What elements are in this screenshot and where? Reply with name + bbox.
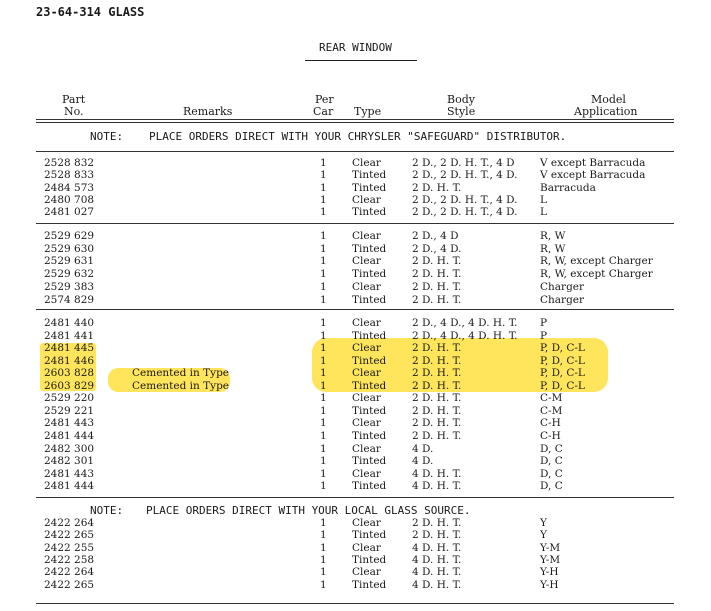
per-car-cell: 1 xyxy=(320,480,327,493)
type-cell: Clear xyxy=(352,280,381,293)
part-number: 2481 440 xyxy=(44,317,95,329)
type-cell: Tinted xyxy=(352,578,387,591)
part-number: 2482 301 xyxy=(44,455,95,468)
model-application-cell: D, C xyxy=(540,455,563,468)
body-style-cell: 4 D. H. T. xyxy=(412,566,462,579)
type-cell: Clear xyxy=(352,193,381,206)
col-type: Type xyxy=(354,105,382,118)
model-application-cell: Y xyxy=(540,517,547,529)
model-application-cell: C-M xyxy=(540,404,563,417)
type-cell: Clear xyxy=(352,541,381,554)
separator-rule xyxy=(36,309,674,310)
body-style-cell: 2 D. H. T. xyxy=(412,529,462,542)
model-application-cell: Y-H xyxy=(540,578,559,591)
body-style-cell: 2 D. H. T. xyxy=(412,280,462,293)
model-application-cell: Y-M xyxy=(540,541,561,554)
body-style-cell: 2 D. H. T. xyxy=(412,255,462,268)
model-application-cell: L xyxy=(540,193,547,206)
part-number: 2484 573 xyxy=(44,181,95,194)
model-application-cell: P xyxy=(540,317,548,329)
type-cell: Clear xyxy=(352,392,381,405)
body-style-cell: 2 D., 4 D., 4 D. H. T. xyxy=(412,317,518,329)
part-number: 2481 443 xyxy=(44,467,95,480)
col-body-line1: Body xyxy=(447,93,475,106)
per-car-cell: 1 xyxy=(320,553,327,566)
note-bottom-text: PLACE ORDERS DIRECT WITH YOUR LOCAL GLASS SOURCE. xyxy=(146,504,471,517)
type-cell: Tinted xyxy=(352,529,387,542)
part-number: 2422 258 xyxy=(44,553,95,566)
type-cell: Clear xyxy=(352,230,381,242)
model-application-cell: Charger xyxy=(540,280,585,293)
part-number: 2529 220 xyxy=(44,392,95,405)
part-number: 2529 630 xyxy=(44,242,95,255)
model-application-cell: C-H xyxy=(540,417,561,430)
body-style-cell: 2 D. H. T. xyxy=(412,354,462,367)
type-cell: Tinted xyxy=(352,404,387,417)
type-cell: Tinted xyxy=(352,268,387,281)
model-application-cell: Charger xyxy=(540,293,585,306)
body-style-cell: 2 D. H. T. xyxy=(412,404,462,417)
part-number: 2480 708 xyxy=(44,193,95,206)
bottom-rule xyxy=(36,603,674,604)
body-style-cell: 2 D. H. T. xyxy=(412,417,462,430)
col-per-line1: Per xyxy=(315,93,334,106)
part-number: 2574 829 xyxy=(44,293,95,306)
part-number: 2529 632 xyxy=(44,268,95,281)
type-cell: Tinted xyxy=(352,553,387,566)
type-cell: Clear xyxy=(352,367,381,380)
per-car-cell: 1 xyxy=(320,317,327,329)
body-style-cell: 2 D., 4 D. xyxy=(412,242,462,255)
per-car-cell: 1 xyxy=(320,329,327,342)
body-style-cell: 2 D. H. T. xyxy=(412,429,462,442)
per-car-cell: 1 xyxy=(320,442,327,455)
part-number: 2481 441 xyxy=(44,329,95,342)
body-style-cell: 2 D. H. T. xyxy=(412,268,462,281)
per-car-cell: 1 xyxy=(320,417,327,430)
type-cell: Clear xyxy=(352,342,381,355)
model-application-cell: C-H xyxy=(540,429,561,442)
per-car-cell: 1 xyxy=(320,541,327,554)
model-application-cell: V except Barracuda xyxy=(540,169,646,182)
type-cell: Tinted xyxy=(352,206,387,219)
col-part-line1: Part xyxy=(62,93,86,106)
per-car-cell: 1 xyxy=(320,354,327,367)
per-car-cell: 1 xyxy=(320,255,327,268)
col-per-line2: Car xyxy=(313,105,334,118)
model-application-cell: R, W xyxy=(540,242,566,255)
part-number: 2529 631 xyxy=(44,255,95,268)
model-application-cell: P, D, C-L xyxy=(540,354,585,367)
per-car-cell: 1 xyxy=(320,379,327,392)
part-number: 2528 832 xyxy=(44,157,95,169)
model-application-cell: P, D, C-L xyxy=(540,342,585,355)
per-car-cell: 1 xyxy=(320,429,327,442)
type-cell: Clear xyxy=(352,157,381,169)
per-car-cell: 1 xyxy=(320,455,327,468)
part-number: 2422 264 xyxy=(44,517,95,529)
per-car-cell: 1 xyxy=(320,392,327,405)
type-cell: Tinted xyxy=(352,293,387,306)
per-car-cell: 1 xyxy=(320,517,327,529)
type-cell: Clear xyxy=(352,566,381,579)
model-application-cell: D, C xyxy=(540,480,563,493)
part-number: 2481 027 xyxy=(44,206,95,219)
model-application-cell: Y-H xyxy=(540,566,559,579)
body-style-cell: 2 D. H. T. xyxy=(412,367,462,380)
body-style-cell: 4 D. H. T. xyxy=(412,553,462,566)
type-cell: Tinted xyxy=(352,329,387,342)
note-top-text: PLACE ORDERS DIRECT WITH YOUR CHRYSLER "SAFEGUARD" DISTRIBUTOR. xyxy=(149,130,567,143)
type-cell: Tinted xyxy=(352,480,387,493)
body-style-cell: 2 D., 2 D. H. T., 4 D xyxy=(412,157,515,169)
section-title-underline xyxy=(305,60,417,61)
type-cell: Tinted xyxy=(352,429,387,442)
type-cell: Clear xyxy=(352,467,381,480)
per-car-cell: 1 xyxy=(320,169,327,182)
note-top-label: NOTE: xyxy=(90,130,124,143)
col-part-line2: No. xyxy=(64,105,84,118)
per-car-cell: 1 xyxy=(320,467,327,480)
per-car-cell: 1 xyxy=(320,367,327,380)
remarks-cell: Cemented in Type xyxy=(132,379,230,392)
type-cell: Tinted xyxy=(352,354,387,367)
part-number: 2603 829 xyxy=(44,379,95,392)
type-cell: Tinted xyxy=(352,181,387,194)
part-number: 2529 629 xyxy=(44,230,95,242)
type-cell: Clear xyxy=(352,417,381,430)
body-style-cell: 4 D. H. T. xyxy=(412,578,462,591)
body-style-cell: 2 D., 4 D xyxy=(412,230,459,242)
type-cell: Tinted xyxy=(352,242,387,255)
part-number: 2481 444 xyxy=(44,480,95,493)
page-header: 23-64-314 GLASS xyxy=(36,5,145,19)
type-cell: Clear xyxy=(352,317,381,329)
body-style-cell: 2 D., 4 D., 4 D. H. T. xyxy=(412,329,518,342)
per-car-cell: 1 xyxy=(320,529,327,542)
part-number: 2529 383 xyxy=(44,280,95,293)
part-number: 2603 828 xyxy=(44,367,95,380)
part-number: 2481 446 xyxy=(44,354,95,367)
body-style-cell: 2 D. H. T. xyxy=(412,342,462,355)
model-application-cell: D, C xyxy=(540,442,563,455)
model-application-cell: Y xyxy=(540,529,547,542)
per-car-cell: 1 xyxy=(320,293,327,306)
col-remarks: Remarks xyxy=(183,105,233,118)
part-number: 2422 255 xyxy=(44,541,95,554)
body-style-cell: 4 D. xyxy=(412,455,434,468)
model-application-cell: R, W xyxy=(540,230,566,242)
model-application-cell: P, D, C-L xyxy=(540,367,585,380)
type-cell: Tinted xyxy=(352,169,387,182)
type-cell: Tinted xyxy=(352,379,387,392)
separator-rule xyxy=(36,223,674,224)
model-application-cell: C-M xyxy=(540,392,563,405)
type-cell: Tinted xyxy=(352,455,387,468)
body-style-cell: 2 D., 2 D. H. T., 4 D. xyxy=(412,169,518,182)
body-style-cell: 2 D., 2 D. H. T., 4 D. xyxy=(412,206,518,219)
separator-rule xyxy=(36,497,674,498)
per-car-cell: 1 xyxy=(320,342,327,355)
per-car-cell: 1 xyxy=(320,268,327,281)
model-application-cell: P xyxy=(540,329,548,342)
model-application-cell: L xyxy=(540,206,547,219)
part-number: 2422 265 xyxy=(44,578,95,591)
header-rule-1 xyxy=(36,119,674,120)
model-application-cell: R, W, except Charger xyxy=(540,268,653,281)
remarks-cell: Cemented in Type xyxy=(132,367,230,380)
col-model-line2: Application xyxy=(574,105,638,118)
model-application-cell: R, W, except Charger xyxy=(540,255,653,268)
separator-rule xyxy=(36,151,674,152)
part-number: 2481 445 xyxy=(44,342,95,355)
per-car-cell: 1 xyxy=(320,206,327,219)
model-application-cell: Y-M xyxy=(540,553,561,566)
note-bottom-label: NOTE: xyxy=(90,504,124,517)
type-cell: Clear xyxy=(352,255,381,268)
type-cell: Clear xyxy=(352,517,381,529)
body-style-cell: 4 D. H. T. xyxy=(412,541,462,554)
part-number: 2529 221 xyxy=(44,404,95,417)
part-number: 2481 443 xyxy=(44,417,95,430)
body-style-cell: 2 D. H. T. xyxy=(412,517,462,529)
model-application-cell: Barracuda xyxy=(540,181,596,194)
per-car-cell: 1 xyxy=(320,578,327,591)
body-style-cell: 4 D. H. T. xyxy=(412,480,462,493)
per-car-cell: 1 xyxy=(320,181,327,194)
model-application-cell: D, C xyxy=(540,467,563,480)
per-car-cell: 1 xyxy=(320,566,327,579)
body-style-cell: 2 D. H. T. xyxy=(412,181,462,194)
body-style-cell: 4 D. H. T. xyxy=(412,467,462,480)
per-car-cell: 1 xyxy=(320,404,327,417)
body-style-cell: 2 D. H. T. xyxy=(412,392,462,405)
per-car-cell: 1 xyxy=(320,193,327,206)
body-style-cell: 2 D. H. T. xyxy=(412,293,462,306)
part-number: 2481 444 xyxy=(44,429,95,442)
part-number: 2528 833 xyxy=(44,169,95,182)
model-application-cell: P, D, C-L xyxy=(540,379,585,392)
part-number: 2482 300 xyxy=(44,442,95,455)
body-style-cell: 2 D., 2 D. H. T., 4 D. xyxy=(412,193,518,206)
body-style-cell: 4 D. xyxy=(412,442,434,455)
col-body-line2: Style xyxy=(447,105,476,118)
per-car-cell: 1 xyxy=(320,230,327,242)
col-model-line1: Model xyxy=(591,93,626,106)
per-car-cell: 1 xyxy=(320,242,327,255)
body-style-cell: 2 D. H. T. xyxy=(412,379,462,392)
per-car-cell: 1 xyxy=(320,280,327,293)
model-application-cell: V except Barracuda xyxy=(540,157,646,169)
header-rule-2 xyxy=(36,122,674,123)
section-title: REAR WINDOW xyxy=(319,41,392,54)
per-car-cell: 1 xyxy=(320,157,327,169)
part-number: 2422 264 xyxy=(44,566,95,579)
part-number: 2422 265 xyxy=(44,529,95,542)
type-cell: Clear xyxy=(352,442,381,455)
